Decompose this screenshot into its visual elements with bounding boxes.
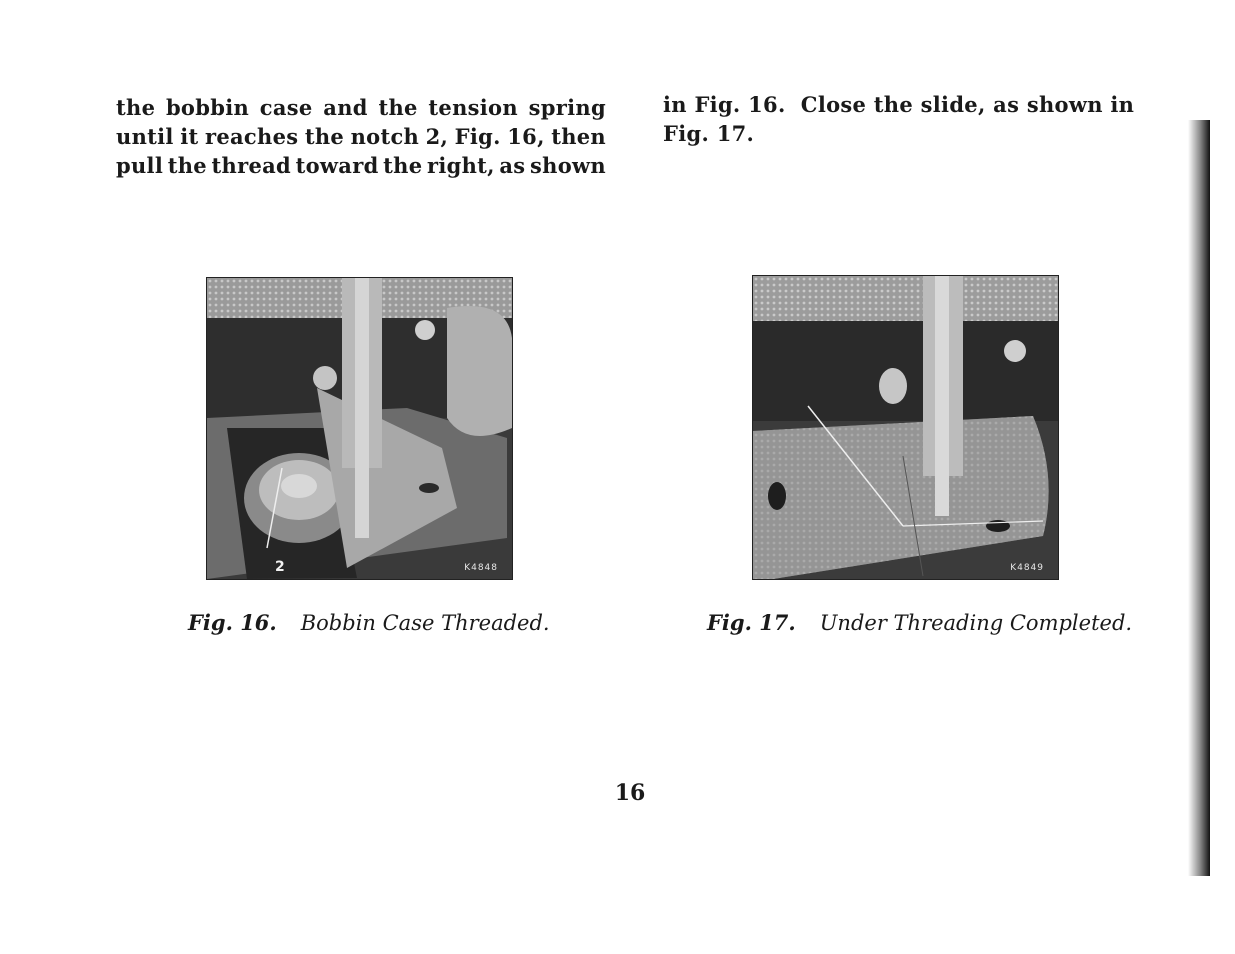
photo-code-label: K4848 — [464, 563, 498, 573]
text-line: until it reaches the notch 2, Fig. 16, then — [116, 124, 606, 149]
figure-16-photo — [206, 277, 513, 580]
figure-17-caption — [707, 610, 1132, 635]
right-text-column — [663, 90, 1153, 148]
figure-caption-text: Under Threading Completed. — [819, 611, 1133, 635]
text-line: in Fig. 16. Close the slide, as shown in — [663, 92, 1135, 117]
sewing-machine-slide-photo — [753, 276, 1058, 579]
figure-17-photo — [752, 275, 1059, 580]
page-number: 16 — [614, 780, 646, 806]
text-line: the bobbin case and the tension spring — [116, 95, 606, 120]
photo-code-label: K4849 — [1010, 563, 1044, 573]
figure-number: Fig. 17. — [707, 610, 796, 635]
sewing-machine-bobbin-photo — [207, 278, 512, 579]
scan-edge-shadow — [1188, 120, 1210, 876]
figure-caption-text: Bobbin Case Threaded. — [300, 611, 550, 635]
text-line: pull the thread toward the right, as shown — [116, 153, 606, 178]
figure-number: Fig. 16. — [188, 610, 277, 635]
text-line: Fig. 17. — [663, 121, 755, 146]
figure-16-caption — [188, 610, 550, 635]
left-text-column — [116, 93, 606, 180]
notch-marker-label: 2 — [275, 559, 285, 575]
